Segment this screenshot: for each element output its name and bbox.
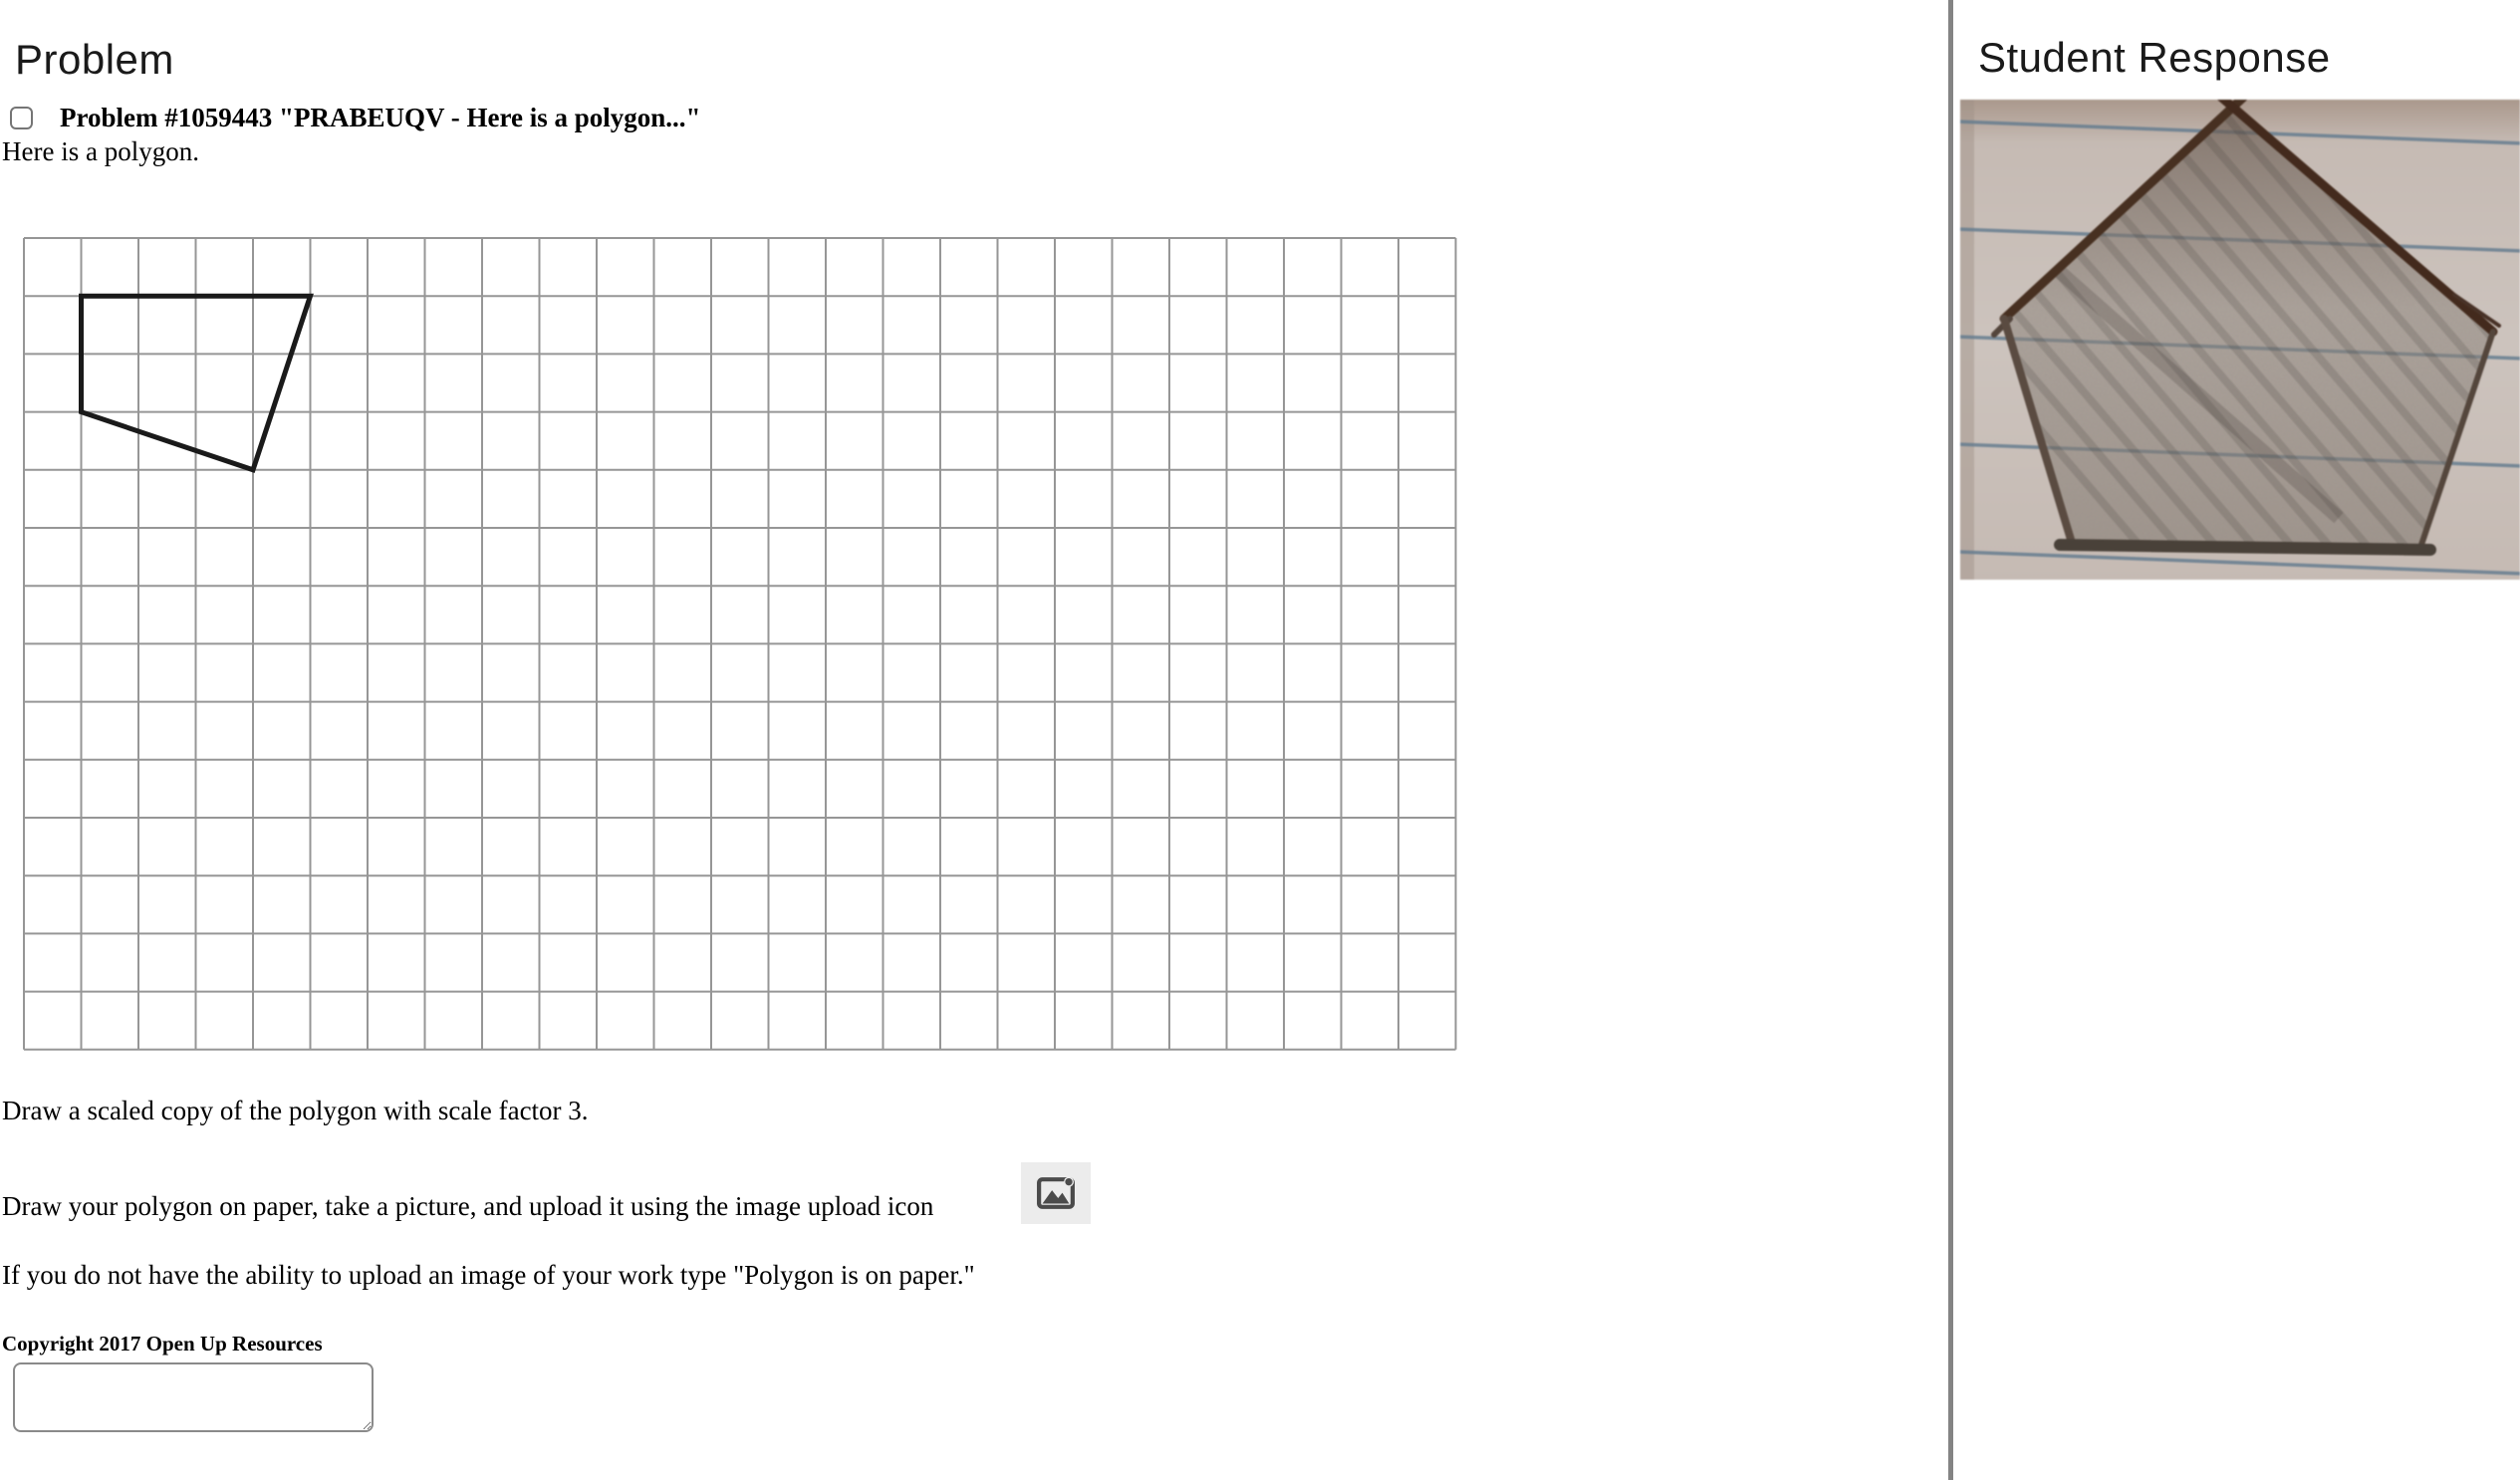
image-upload-button[interactable] bbox=[1021, 1162, 1091, 1224]
student-response-title: Student Response bbox=[1978, 34, 2331, 82]
answer-textarea[interactable] bbox=[13, 1362, 374, 1432]
panel-resize-divider[interactable] bbox=[1948, 0, 1953, 1480]
image-upload-icon bbox=[1033, 1170, 1079, 1216]
instruction-scaled-copy: Draw a scaled copy of the polygon with scale factor 3. bbox=[2, 1096, 589, 1125]
intro-text: Here is a polygon. bbox=[2, 136, 199, 166]
instruction-upload: Draw your polygon on paper, take a picture, and upload it using the image upload icon bbox=[2, 1191, 934, 1221]
polygon-grid bbox=[23, 237, 1457, 1056]
assignment-label: Problem #1059443 "PRABEUQV - Here is a polygon..." bbox=[60, 103, 701, 132]
copyright-text: Copyright 2017 Open Up Resources bbox=[2, 1332, 323, 1356]
student-work-drawing bbox=[1960, 100, 2520, 580]
polygon-grid-figure bbox=[23, 237, 1457, 1051]
problem-panel-title: Problem bbox=[15, 36, 174, 84]
problem-select-checkbox[interactable] bbox=[10, 107, 33, 129]
student-work-photo bbox=[1960, 100, 2520, 580]
instruction-fallback: If you do not have the ability to upload an image of your work type "Polygon is on paper." bbox=[2, 1260, 975, 1290]
